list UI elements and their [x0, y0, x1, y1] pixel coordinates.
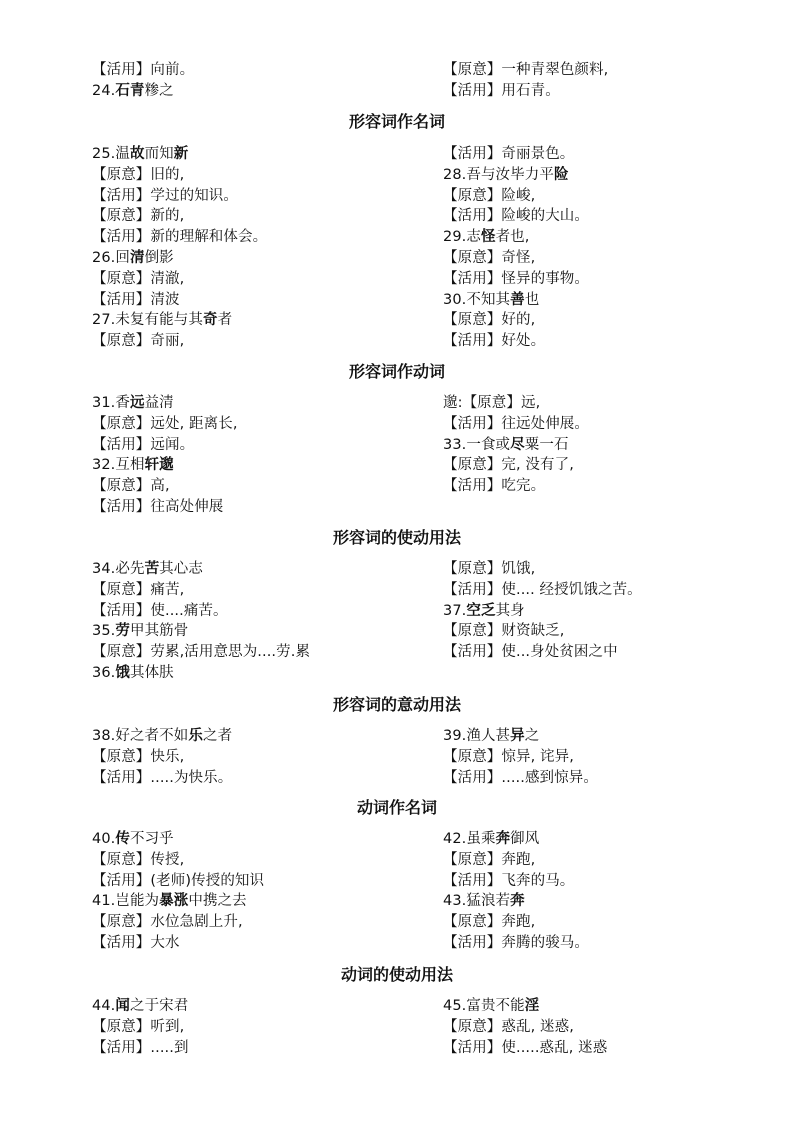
entry-line — [443, 559, 773, 580]
entry-text: 【活用】奇丽景色。 — [443, 146, 575, 162]
entry-text: 24. — [92, 82, 116, 99]
entry-line — [92, 663, 422, 684]
entry-line — [92, 310, 422, 331]
entry-text: 【原意】奔跑, — [443, 851, 536, 868]
entry-text: 其心志 — [159, 561, 203, 577]
highlighted-word: 新 — [173, 146, 189, 162]
entry-text: 42.虽乘 — [443, 831, 496, 847]
entry-line — [443, 310, 773, 331]
highlighted-word: 奔 — [495, 831, 511, 847]
entry-line — [92, 559, 422, 580]
entry-text: 29.志 — [443, 229, 481, 246]
entry-line — [92, 912, 422, 933]
entry-text: 41.岂能为 — [92, 893, 160, 910]
entry-line — [443, 621, 773, 642]
entry-text: 其体肤 — [129, 664, 174, 681]
entry-text: 【活用】怪异的事物。 — [443, 270, 589, 287]
entry-text: 【原意】一种青翠色颜料, — [443, 62, 609, 78]
section-heading: 动词作名词 — [356, 798, 437, 817]
entry-text: 【活用】吃完。 — [443, 478, 546, 495]
entry-text: 【活用】往高处伸展 — [92, 498, 224, 515]
entry-line — [92, 165, 422, 186]
entry-text: 【活用】使....痛苦。 — [92, 602, 228, 619]
entry-text: 也 — [524, 291, 540, 308]
entry-text: 【原意】清澈, — [92, 270, 185, 287]
entry-text: 【原意】饥饿, — [443, 561, 536, 577]
entry-text: 34.必先 — [92, 561, 145, 577]
entry-text: 43.猛浪若 — [443, 893, 511, 910]
right-column — [443, 60, 773, 102]
entry-text: 【活用】险峻的大山。 — [443, 208, 589, 225]
right-column — [443, 726, 773, 788]
entry-text: 之 — [524, 728, 540, 744]
left-column — [92, 726, 422, 788]
entry-line — [92, 871, 422, 892]
highlighted-word: 轩邈 — [144, 457, 174, 474]
entry-line — [92, 186, 422, 207]
entry-line — [443, 165, 773, 186]
entry-line — [443, 642, 773, 663]
entry-line — [443, 768, 773, 789]
entry-line — [443, 912, 773, 933]
entry-line — [443, 227, 773, 248]
entry-text: 32.互相 — [92, 457, 145, 474]
entry-line — [92, 497, 422, 518]
entry-text: 【原意】高, — [92, 478, 170, 495]
entry-text: 【活用】使.... 经授饥饿之苦。 — [443, 581, 642, 598]
entry-line — [443, 331, 773, 352]
entry-text: 【原意】劳累,活用意思为....劳.累 — [92, 644, 311, 661]
entry-line — [443, 206, 773, 227]
entry-text: 【原意】传授, — [92, 851, 185, 868]
entry-line — [443, 144, 773, 165]
entry-text: 【活用】使.....惑乱, 迷惑 — [443, 1039, 608, 1056]
entry-text: 26.回 — [92, 249, 130, 266]
entry-text: 37. — [443, 602, 467, 619]
entry-line — [92, 768, 422, 789]
entry-line — [92, 891, 422, 912]
entry-line — [443, 850, 773, 871]
entry-text: 而知 — [144, 146, 174, 162]
entry-text: 【原意】完, 没有了, — [443, 457, 574, 474]
entry-text: 【活用】.....感到惊异。 — [443, 769, 598, 786]
entry-text: 【原意】听到, — [92, 1018, 185, 1035]
entry-line — [443, 1017, 773, 1038]
entry-text: 【活用】大水 — [92, 934, 180, 951]
section-heading: 动词的使动用法 — [340, 965, 453, 984]
entry-line — [92, 747, 422, 768]
entry-line — [92, 601, 422, 622]
highlighted-word: 险 — [553, 166, 569, 183]
entry-line — [92, 290, 422, 311]
entry-text: 之于宋君 — [129, 998, 189, 1014]
entry-text: 【活用】奔腾的骏马。 — [443, 934, 589, 951]
entry-line — [443, 1038, 773, 1059]
entry-text: 粟一石 — [524, 436, 569, 453]
entry-text: 甲其筋骨 — [129, 623, 189, 640]
entry-line — [443, 580, 773, 601]
entry-line — [92, 580, 422, 601]
entry-text: 45.富贵不能 — [443, 998, 525, 1014]
entry-line — [443, 81, 773, 102]
entry-line — [92, 227, 422, 248]
entry-line — [443, 747, 773, 768]
highlighted-word: 奔 — [510, 893, 525, 910]
entry-line — [443, 393, 773, 414]
entry-line — [443, 476, 773, 497]
highlighted-word: 淫 — [524, 998, 540, 1014]
section-heading: 形容词作名词 — [348, 112, 445, 131]
entry-text: 【原意】快乐, — [92, 748, 185, 765]
entry-text: 御风 — [510, 831, 540, 847]
entry-text: 【原意】惑乱, 迷惑, — [443, 1018, 574, 1035]
entry-text: 其身 — [495, 602, 525, 619]
entry-text: 【活用】往远处伸展。 — [443, 415, 589, 432]
highlighted-word: 异 — [510, 728, 525, 744]
entry-line — [443, 60, 773, 81]
left-column — [92, 559, 422, 684]
right-column — [443, 393, 773, 497]
entry-line — [92, 81, 422, 102]
entry-line — [92, 476, 422, 497]
entry-line — [443, 414, 773, 435]
entry-text: 【活用】使...身处贫困之中 — [443, 644, 618, 661]
entry-line — [92, 60, 422, 81]
highlighted-word: 清 — [129, 249, 145, 266]
entry-text: 【活用】好处。 — [443, 333, 546, 350]
entry-line — [92, 144, 422, 165]
entry-text: 【原意】奔跑, — [443, 914, 536, 931]
highlighted-word: 远 — [129, 395, 145, 411]
highlighted-word: 石青 — [115, 82, 145, 99]
entry-line — [443, 726, 773, 747]
entry-line — [92, 269, 422, 290]
highlighted-word: 饿 — [115, 664, 130, 681]
entry-line — [443, 290, 773, 311]
entry-text: 30.不知其 — [443, 291, 511, 308]
highlighted-word: 怪 — [480, 229, 496, 246]
entry-text: 【活用】.....到 — [92, 1039, 189, 1056]
entry-line — [92, 850, 422, 871]
entry-text: 【活用】清波 — [92, 291, 180, 308]
entry-text: 倒影 — [144, 249, 174, 266]
entry-text: 中携之去 — [188, 893, 247, 910]
entry-text: 【活用】飞奔的马。 — [443, 872, 575, 889]
entry-line — [92, 435, 422, 456]
entry-text: 【活用】新的理解和体会。 — [92, 229, 268, 246]
entry-text: 【原意】奇怪, — [443, 249, 536, 266]
highlighted-word: 乐 — [188, 728, 203, 744]
entry-line — [92, 455, 422, 476]
entry-text: 【原意】痛苦, — [92, 581, 185, 598]
entry-text: 【活用】向前。 — [92, 62, 195, 78]
entry-line — [92, 933, 422, 954]
highlighted-word: 苦 — [144, 561, 160, 577]
entry-text: 【原意】好的, — [443, 312, 536, 329]
entry-text: 者 — [217, 312, 233, 329]
entry-text: 之者 — [202, 728, 233, 744]
right-column — [443, 996, 773, 1058]
left-column — [92, 996, 422, 1058]
highlighted-word: 空乏 — [466, 602, 496, 619]
entry-line — [92, 393, 422, 414]
entry-line — [443, 435, 773, 456]
entry-text: 33.一食或 — [443, 436, 511, 453]
entry-line — [92, 248, 422, 269]
highlighted-word: 奇 — [202, 312, 218, 329]
entry-text: 邈:【原意】远, — [443, 395, 541, 411]
entry-text: 40. — [92, 831, 116, 847]
left-column — [92, 144, 422, 352]
entry-line — [92, 1017, 422, 1038]
entry-line — [443, 871, 773, 892]
section-heading: 形容词作动词 — [348, 362, 445, 381]
left-column — [92, 393, 422, 518]
entry-text: 31.香 — [92, 395, 130, 411]
right-column — [443, 559, 773, 663]
entry-line — [443, 455, 773, 476]
highlighted-word: 闻 — [115, 998, 130, 1014]
highlighted-word: 暴涨 — [159, 893, 189, 910]
section-heading: 形容词的意动用法 — [332, 695, 461, 714]
right-column — [443, 144, 773, 352]
entry-text: 【原意】惊异, 诧异, — [443, 748, 574, 765]
entry-text: 39.渔人甚 — [443, 728, 511, 744]
entry-line — [92, 1038, 422, 1059]
entry-line — [92, 414, 422, 435]
entry-text: 【活用】(老师)传授的知识 — [92, 872, 265, 889]
entry-text: 益清 — [144, 395, 174, 411]
entry-text: 44. — [92, 998, 116, 1014]
entry-text: 28.吾与汝毕力平 — [443, 166, 554, 183]
entry-text: 35. — [92, 623, 116, 640]
entry-text: 25.温 — [92, 146, 130, 162]
entry-text: 【活用】.....为快乐。 — [92, 769, 233, 786]
entry-text: 【活用】用石青。 — [443, 82, 560, 99]
left-column — [92, 829, 422, 954]
section-heading: 形容词的使动用法 — [332, 528, 461, 547]
entry-line — [443, 601, 773, 622]
highlighted-word: 善 — [510, 291, 525, 308]
left-column — [92, 60, 422, 102]
entry-text: 糁之 — [144, 82, 174, 99]
entry-text: 【活用】远闻。 — [92, 436, 195, 453]
entry-text: 【活用】学过的知识。 — [92, 187, 238, 204]
entry-line — [443, 933, 773, 954]
entry-text: 【原意】新的, — [92, 208, 185, 225]
entry-line — [92, 331, 422, 352]
entry-text: 【原意】奇丽, — [92, 333, 185, 350]
entry-text: 【原意】水位急剧上升, — [92, 914, 243, 931]
entry-text: 【原意】险峻, — [443, 187, 536, 204]
highlighted-word: 尽 — [510, 436, 525, 453]
highlighted-word: 故 — [129, 146, 145, 162]
entry-text: 38.好之者不如 — [92, 728, 189, 744]
entry-line — [92, 621, 422, 642]
entry-line — [92, 726, 422, 747]
entry-line — [92, 642, 422, 663]
entry-line — [92, 206, 422, 227]
entry-text: 不习乎 — [129, 831, 174, 847]
entry-line — [443, 248, 773, 269]
highlighted-word: 传 — [115, 831, 130, 847]
entry-text: 者也, — [495, 229, 530, 246]
entry-line — [443, 269, 773, 290]
right-column — [443, 829, 773, 954]
entry-line — [443, 891, 773, 912]
entry-text: 【原意】远处, 距离长, — [92, 415, 238, 432]
highlighted-word: 劳 — [115, 623, 130, 640]
entry-text: 【原意】旧的, — [92, 166, 185, 183]
entry-line — [92, 829, 422, 850]
entry-line — [443, 186, 773, 207]
entry-text: 36. — [92, 664, 116, 681]
entry-line — [443, 996, 773, 1017]
entry-line — [92, 996, 422, 1017]
entry-text: 27.未复有能与其 — [92, 312, 203, 329]
entry-line — [443, 829, 773, 850]
entry-text: 【原意】财资缺乏, — [443, 623, 565, 640]
